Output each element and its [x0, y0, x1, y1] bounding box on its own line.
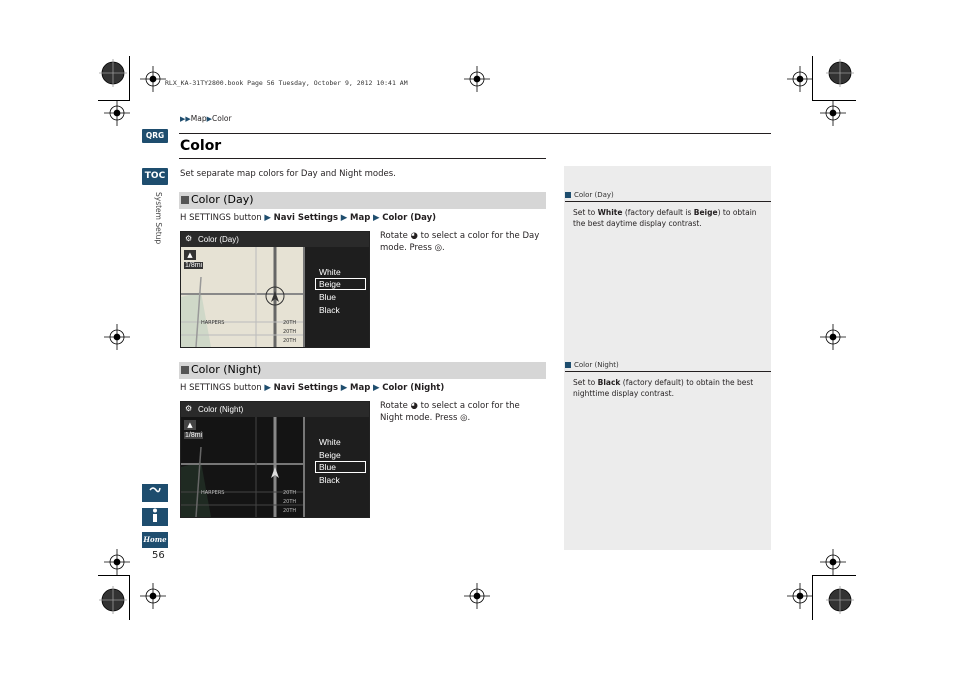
north-up-icon: ▲	[184, 420, 196, 430]
enter-button-icon: ◎	[434, 243, 443, 253]
note-body-day: Set to White (factory default is Beige) to obtain the best daytime display contrast.	[573, 208, 757, 228]
note-body-night: Set to Black (factory default) to obtain the best nighttime display contrast.	[573, 378, 754, 398]
note-marker-icon	[565, 362, 571, 368]
street-label: 20TH	[283, 338, 297, 344]
interface-dial-icon: ◕	[410, 231, 418, 241]
color-option-blue[interactable]: Blue	[319, 292, 337, 302]
home-button-icon: H	[180, 213, 187, 223]
menu-path-day: H SETTINGS button ▶ Navi Settings ▶ Map ▶ Color (Day)	[180, 213, 437, 223]
description-night: Rotate ◕ to select a color for the Night mode. Press ◎.	[380, 401, 520, 423]
color-option-white[interactable]: White	[319, 437, 341, 447]
note-marker-icon	[565, 192, 571, 198]
top-rule	[179, 133, 771, 134]
color-option-white[interactable]: White	[319, 267, 341, 277]
color-option-beige[interactable]: Beige	[319, 450, 341, 460]
color-option-black[interactable]: Black	[319, 305, 340, 315]
street-label: HARPERS	[201, 490, 225, 496]
page-title: Color	[180, 138, 222, 154]
breadcrumb-link-map[interactable]: Map	[190, 114, 207, 123]
color-option-black[interactable]: Black	[319, 475, 340, 485]
home-button-icon: H	[180, 383, 187, 393]
street-label: 20TH	[283, 508, 297, 514]
screen-title-bar	[181, 232, 369, 247]
section-heading-day: Color (Day)	[179, 192, 546, 209]
gear-icon: ⚙	[185, 234, 193, 243]
street-label: 20TH	[283, 320, 297, 326]
page-number: 56	[152, 550, 165, 561]
section-square-icon	[181, 196, 189, 204]
breadcrumb-current: Color	[212, 114, 232, 123]
street-label: 20TH	[283, 490, 297, 496]
breadcrumb-separator: ▶	[206, 115, 212, 123]
note-heading-day: Color (Day)	[565, 191, 771, 202]
toc-tab[interactable]: TOC	[142, 168, 168, 185]
section-heading-night: Color (Night)	[179, 362, 546, 379]
screen-title: Color (Day)	[198, 235, 239, 244]
enter-button-icon: ◎	[460, 413, 468, 423]
print-header: RLX_KA-31TY2800.book Page 56 Tuesday, October 9, 2012 10:41 AM	[165, 79, 408, 87]
screenshot-day	[180, 231, 370, 348]
screenshot-night	[180, 401, 370, 518]
section-square-icon	[181, 366, 189, 374]
color-menu[interactable]	[303, 247, 370, 347]
note-heading-night: Color (Night)	[565, 361, 771, 372]
chapter-label: System Setup	[154, 192, 163, 245]
map-scale: 1/8mi	[185, 432, 203, 439]
color-menu[interactable]	[303, 417, 370, 517]
breadcrumb	[180, 114, 232, 123]
menu-path-night: H SETTINGS button ▶ Navi Settings ▶ Map ▶ Color (Night)	[180, 383, 445, 393]
color-option-beige-selected[interactable]: Beige	[315, 278, 366, 290]
home-icon[interactable]: Home	[142, 532, 168, 548]
color-option-blue-selected[interactable]: Blue	[315, 461, 366, 473]
interface-dial-icon: ◕	[410, 401, 418, 411]
gear-icon: ⚙	[185, 404, 193, 413]
street-label: HARPERS	[201, 320, 225, 326]
street-label: 20TH	[283, 329, 297, 335]
title-rule	[179, 158, 546, 159]
north-up-icon: ▲	[184, 250, 196, 260]
voice-command-icon[interactable]	[142, 484, 168, 502]
breadcrumb-prefix: ▶▶	[180, 115, 191, 123]
street-label: 20TH	[283, 499, 297, 505]
screen-title-bar	[181, 402, 369, 417]
map-scale: 1/8mi	[185, 262, 203, 269]
screen-title: Color (Night)	[198, 405, 244, 414]
qrg-tab[interactable]: QRG	[142, 129, 168, 143]
description-day: Rotate ◕ to select a color for the Day mode. Press ◎.	[380, 231, 540, 253]
info-icon[interactable]	[142, 508, 168, 526]
intro-text: Set separate map colors for Day and Night modes.	[180, 169, 396, 179]
